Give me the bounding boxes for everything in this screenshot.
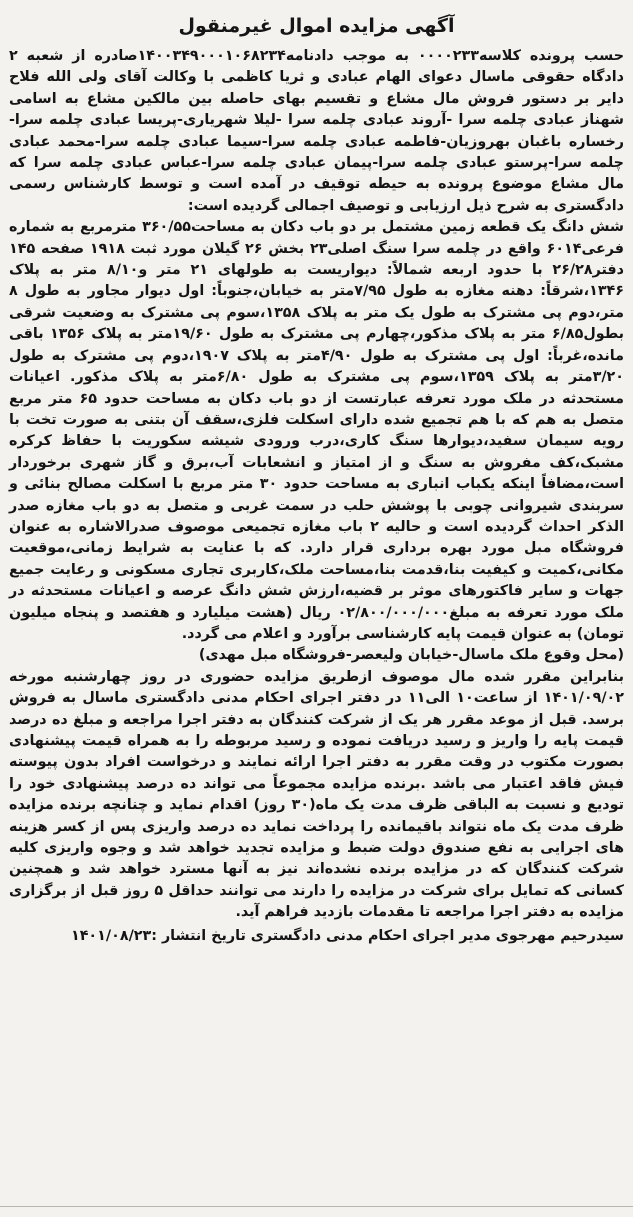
paragraph-auction-terms: بنابراین مقرر شده مال موصوف ازطریق مزایده حضوری در روز چهارشنبه مورخه ۱۴۰۱/۰۹/۰۲ از ساعت۱۰ الی۱۱ در دفتر اجرای احکام مدنی دادگستری ماسال به فروش برسد. قبل از موعد مقرر هر یک از شرکت کنندگان به دفتر اجرا مراجعه و مبلغ ده درصد قیمت پایه را واریز و رسید دریافت نموده و رسید مربوطه را به همراه قیمت پیشنهادی بصورت مکتوب در وقت مقرر به دفتر اجرا ارائه نمایند و درخواست افراد بدون پیوسته فیش فاقد اعتبار می باشد .برنده مزایده مجموعاً می تواند ده درصد پیشنهادی خود را تودیع و نسبت به الباقی ظرف مدت یک ماه(۳۰ روز) اقدام نماید و چنانچه برنده مزایده ظرف مدت یک ماه نتواند باقیمانده را پرداخت نماید ده درصد واریزی پس از کسر هزینه های اجرایی به نفع صندوق دولت ضبط و مزایده تجدید خواهد شد و وجوه واریزی کلیه شرکت کنندگان که در مزایده برنده نشده‌اند نیز به آنها مسترد خواهد شد و همچنین کسانی که تمایل برای شرکت در مزایده را دارند می توانند حداقل ۵ روز قبل از برگزاری مزایده به دفتر اجرا مراجعه تا مقدمات بازدید فراهم آید.	[9, 668, 624, 921]
notice-title: آگهی مزایده اموال غیرمنقول	[178, 15, 455, 37]
notice-body	[9, 46, 624, 924]
paragraph-property-description: شش دانگ یک قطعه زمین مشتمل بر دو باب دکان به مساحت۳۶۰/۵۵ مترمربع به شماره فرعی۶۰۱۴ واقع در چلمه سرا سنگ اصلی۲۳ بخش ۲۶ گیلان مورد ثبت ۱۹۱۸ صفحه ۱۴۵ دفتر۲۶/۲۸ با حدود اربعه شمالاً: دیواریست به طولهای ۲۱ متر و۸/۱۰ متر به پلاک ۱۳۴۶،شرقاً: دهنه مغازه به طول ۷/۹۵متر به خیابان،جنوباً: اول دیوار مجاور به طول ۸ متر،دوم پی مشترک به طول یک متر به پلاک ۱۳۵۸،سوم پی مشترک به وضعیت شرقی بطول۶/۸۵ متر به پلاک مذکور،چهارم پی مشترک به طول ۱۹/۶۰متر به پلاک ۱۳۵۶ باقی مانده،غرباً: اول پی مشترک به طول ۴/۹۰متر به پلاک ۱۹۰۷،دوم پی مشترک به طول ۳/۲۰متر به پلاک ۱۳۵۹،سوم پی مشترک به طول ۶/۸۰متر به پلاک مذکور. اعیانات مستحدثه در ملک مورد تعرفه عبارتست از دو باب دکان به مساحت حدود ۶۵ متر مربع متصل به هم که با هم تجمیع شده دارای اسکلت فلزی،سقف آن بتنی به صورت تخت با رویه سیمان سفید،دیوارها سنگ کاری،درب ورودی شیشه سکوریت با حفاظ کرکره مشبک،کف مفروش به سنگ و از امتیاز و انشعابات آب،برق و گاز شهری برخوردار است،مضافاً اینکه یکباب انباری به مساحت حدود ۳۰ متر مربع با اسکلت مصالح بنائی و سربندی شیروانی چوبی با پوشش حلب در سمت غربی و متصل به دو باب مغازه صدر الذکر احداث گردیده است و حالیه ۲ باب مغازه تجمیعی موصوف صدرالاشاره به عنوان فروشگاه مبل مورد بهره برداری قرار دارد. که با عنایت به شرایط زمانی،موقعیت مکانی،کمیت و کیفیت بنا،قدمت بنا،مساحت ملک،کاربری تجاری مسکونی و رعایت جمیع جهات و سایر فاکتورهای موثر بر قضیه،ارزش شش دانگ عرصه و اعیانات مستحدثه در ملک مورد تعرفه به مبلغ۰۲/۸۰۰/۰۰۰/۰۰۰ ریال (هشت میلیارد و هفتصد و پنجاه میلیون تومان) به عنوان قیمت پایه کارشناسی برآورد و اعلام می گردد.	[9, 219, 624, 642]
paragraph-location: (محل وقوع ملک ماسال-خیابان ولیعصر-فروشگاه مبل مهدی)	[198, 647, 624, 664]
bottom-divider	[0, 1206, 633, 1217]
signature-line: سیدرحیم مهرجوی مدیر اجرای احکام مدنی دادگستری تاریخ انتشار :۱۴۰۱/۰۸/۲۳	[70, 927, 624, 944]
paragraph-intro: حسب پرونده کلاسه۰۰۰۰۲۳۳ به موجب دادنامه۱۴۰۰۳۴۹۰۰۰۱۰۶۸۲۳۴صادره از شعبه ۲ دادگاه حقوقی ماسال دعوای الهام عبادی و ثریا کاظمی با وکالت آقای ولی الله فلاح دایر بر دستور فروش مال مشاع و تقسیم بهای حاصله بین مالکین مشاع به اسامی شهناز عبادی چلمه سرا -آروند عبادی چلمه سرا -لیلا شهریاری-پریسا عبادی چلمه سرا-رخساره باغبان بهروزیان-فاطمه عبادی چلمه سرا-سیما عبادی چلمه سرا-محمد عبادی چلمه سرا-پرستو عبادی چلمه سرا-پیمان عبادی چلمه سرا-عباس عبادی چلمه سرا که مال مشاع موضوع پرونده به حیطه توقیف در آمده است و توسط کارشناس رسمی دادگستری به شرح ذیل ارزیابی و توصیف اجمالی گردیده است:	[9, 48, 625, 214]
